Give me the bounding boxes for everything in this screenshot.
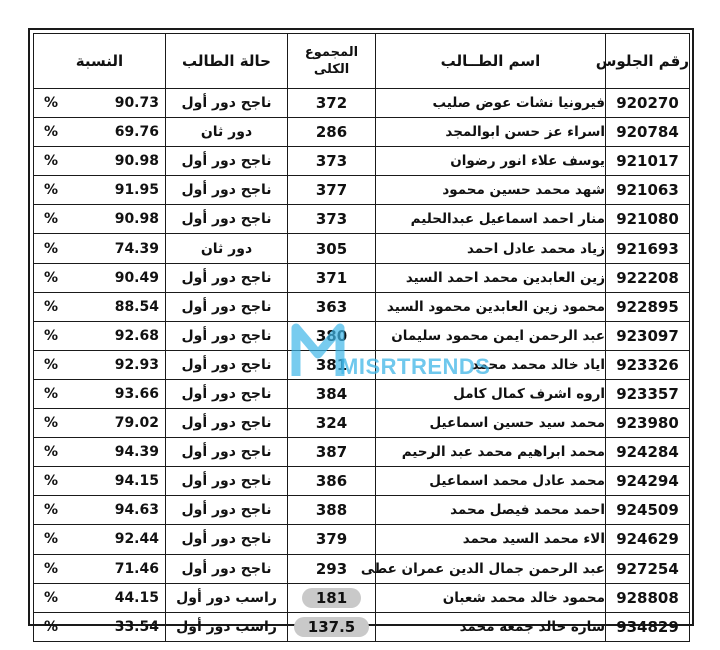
total-score: 387 [315, 443, 348, 462]
table-row [34, 554, 690, 583]
total-score-cell [288, 89, 376, 118]
percent-symbol: % [44, 124, 59, 141]
total-score: 386 [315, 472, 348, 491]
total-score-cell [288, 263, 376, 292]
total-score: 293 [315, 559, 348, 578]
total-score: 388 [315, 501, 348, 520]
header-seat-number: رقم الجلوس [606, 34, 690, 89]
percentage-value: 90.73 [114, 95, 159, 112]
percent-symbol: % [44, 531, 59, 548]
total-score: 384 [315, 384, 348, 403]
student-name: محمود خالد محمد شعبان [376, 583, 606, 612]
total-score-cell [288, 525, 376, 554]
percent-symbol: % [44, 473, 59, 490]
percentage-value: 74.39 [114, 240, 159, 257]
table-row [34, 467, 690, 496]
seat-number: 922895 [606, 292, 690, 321]
table-row [34, 583, 690, 612]
student-name: اسراء عز حسن ابوالمجد [376, 118, 606, 147]
table-row [34, 234, 690, 263]
seat-number: 923357 [606, 379, 690, 408]
total-score-cell [288, 467, 376, 496]
total-score-cell [288, 147, 376, 176]
seat-number: 921080 [606, 205, 690, 234]
student-status: ناجح دور أول [166, 176, 288, 205]
percent-symbol: % [44, 618, 59, 635]
percent-symbol: % [44, 327, 59, 344]
student-name: محمد ابراهيم محمد عبد الرحيم [376, 438, 606, 467]
percentage-cell [34, 292, 166, 321]
seat-number: 923980 [606, 409, 690, 438]
student-status: ناجح دور أول [166, 554, 288, 583]
total-score-cell [288, 438, 376, 467]
percentage-value: 93.66 [114, 385, 159, 402]
percentage-value: 90.49 [114, 269, 159, 286]
student-name: سارة خالد جمعه محمد [376, 612, 606, 641]
percentage-value: 33.54 [114, 618, 159, 635]
seat-number: 924629 [606, 525, 690, 554]
percent-symbol: % [44, 356, 59, 373]
student-status: ناجح دور أول [166, 89, 288, 118]
total-score-cell [288, 496, 376, 525]
percentage-cell [34, 496, 166, 525]
student-name: زين العابدين محمد احمد السيد [376, 263, 606, 292]
percentage-cell [34, 205, 166, 234]
student-status: دور ثان [166, 118, 288, 147]
percentage-cell [34, 147, 166, 176]
table-row [34, 321, 690, 350]
percent-symbol: % [44, 298, 59, 315]
percent-symbol: % [44, 415, 59, 432]
student-status: ناجح دور أول [166, 525, 288, 554]
table-row [34, 263, 690, 292]
percentage-cell [34, 321, 166, 350]
table-row [34, 147, 690, 176]
percent-symbol: % [44, 444, 59, 461]
results-sheet [28, 28, 694, 636]
student-status: دور ثان [166, 234, 288, 263]
percent-symbol: % [44, 589, 59, 606]
total-score-cell [288, 409, 376, 438]
percentage-value: 44.15 [114, 589, 159, 606]
seat-number: 934829 [606, 612, 690, 641]
table-row [34, 118, 690, 147]
percent-symbol: % [44, 211, 59, 228]
seat-number: 924509 [606, 496, 690, 525]
student-status: ناجح دور أول [166, 292, 288, 321]
student-name: اروه اشرف كمال كامل [376, 379, 606, 408]
total-score: 305 [315, 239, 348, 258]
student-name: شهد محمد حسين محمود [376, 176, 606, 205]
header-student-name: اسم الطــالب [376, 34, 606, 89]
header-status: حالة الطالب [166, 34, 288, 89]
table-row [34, 350, 690, 379]
table-row [34, 438, 690, 467]
student-status: ناجح دور أول [166, 263, 288, 292]
percent-symbol: % [44, 182, 59, 199]
total-score: 137.5 [294, 617, 369, 637]
student-name: محمود زين العابدين محمود السيد [376, 292, 606, 321]
percentage-value: 94.15 [114, 473, 159, 490]
student-status: ناجح دور أول [166, 467, 288, 496]
percentage-cell [34, 176, 166, 205]
student-status: ناجح دور أول [166, 496, 288, 525]
student-name: فيرونيا نشات عوض صليب [376, 89, 606, 118]
table-row [34, 612, 690, 641]
percentage-cell [34, 263, 166, 292]
seat-number: 921017 [606, 147, 690, 176]
seat-number: 920270 [606, 89, 690, 118]
seat-number: 924294 [606, 467, 690, 496]
percentage-cell [34, 554, 166, 583]
total-score-cell [288, 205, 376, 234]
total-score: 372 [315, 94, 348, 113]
percentage-cell [34, 467, 166, 496]
total-score: 181 [302, 588, 361, 608]
percentage-cell [34, 234, 166, 263]
student-name: اياد خالد محمد محمد [376, 350, 606, 379]
percentage-value: 90.98 [114, 153, 159, 170]
table-row [34, 379, 690, 408]
table-row [34, 496, 690, 525]
table-row [34, 292, 690, 321]
total-score: 371 [315, 268, 348, 287]
total-score: 379 [315, 530, 348, 549]
student-name: منار احمد اسماعيل عبدالحليم [376, 205, 606, 234]
percentage-cell [34, 89, 166, 118]
percentage-value: 91.95 [114, 182, 159, 199]
seat-number: 921063 [606, 176, 690, 205]
student-name: عبد الرحمن ايمن محمود سليمان [376, 321, 606, 350]
student-status: راسب دور أول [166, 612, 288, 641]
student-name: زياد محمد عادل احمد [376, 234, 606, 263]
student-name: محمد سيد حسين اسماعيل [376, 409, 606, 438]
total-score: 286 [315, 123, 348, 142]
percentage-cell [34, 525, 166, 554]
percentage-cell [34, 379, 166, 408]
percent-symbol: % [44, 502, 59, 519]
table-row [34, 205, 690, 234]
percentage-cell [34, 612, 166, 641]
total-score-cell [288, 612, 376, 641]
total-score: 324 [315, 414, 348, 433]
table-row [34, 176, 690, 205]
total-score: 373 [315, 210, 348, 229]
percentage-value: 92.44 [114, 531, 159, 548]
seat-number: 923326 [606, 350, 690, 379]
watermark-text: MISRTRENDS [340, 354, 491, 379]
table-row [34, 89, 690, 118]
student-name: الاء محمد السيد محمد [376, 525, 606, 554]
percent-symbol: % [44, 560, 59, 577]
header-row [34, 34, 690, 89]
seat-number: 928808 [606, 583, 690, 612]
header-total: المجموع الكلى [288, 34, 376, 89]
header-percentage: النسبة [34, 34, 166, 89]
percentage-value: 92.93 [114, 356, 159, 373]
student-status: راسب دور أول [166, 583, 288, 612]
student-status: ناجح دور أول [166, 438, 288, 467]
percent-symbol: % [44, 269, 59, 286]
student-status: ناجح دور أول [166, 409, 288, 438]
seat-number: 927254 [606, 554, 690, 583]
seat-number: 921693 [606, 234, 690, 263]
percentage-value: 79.02 [114, 415, 159, 432]
student-name: احمد محمد فيصل محمد [376, 496, 606, 525]
total-score: 373 [315, 152, 348, 171]
percentage-value: 94.63 [114, 502, 159, 519]
table-row [34, 525, 690, 554]
percentage-value: 69.76 [114, 124, 159, 141]
student-status: ناجح دور أول [166, 350, 288, 379]
total-score-cell [288, 321, 376, 350]
student-name: عبد الرحمن جمال الدين عمران عطى [376, 554, 606, 583]
percentage-cell [34, 350, 166, 379]
total-score-cell [288, 176, 376, 205]
total-score-cell [288, 379, 376, 408]
percent-symbol: % [44, 95, 59, 112]
student-name: يوسف علاء انور رضوان [376, 147, 606, 176]
student-status: ناجح دور أول [166, 379, 288, 408]
percentage-value: 94.39 [114, 444, 159, 461]
total-score-cell [288, 234, 376, 263]
percentage-cell [34, 409, 166, 438]
total-score-cell [288, 292, 376, 321]
total-score: 380 [315, 326, 348, 345]
percentage-value: 92.68 [114, 327, 159, 344]
percent-symbol: % [44, 385, 59, 402]
seat-number: 922208 [606, 263, 690, 292]
total-score-cell [288, 583, 376, 612]
seat-number: 923097 [606, 321, 690, 350]
total-score: 381 [315, 355, 348, 374]
percentage-cell [34, 118, 166, 147]
total-score: 363 [315, 297, 348, 316]
percentage-cell [34, 438, 166, 467]
percentage-value: 90.98 [114, 211, 159, 228]
seat-number: 924284 [606, 438, 690, 467]
seat-number: 920784 [606, 118, 690, 147]
percentage-value: 71.46 [114, 560, 159, 577]
student-name: محمد عادل محمد اسماعيل [376, 467, 606, 496]
student-status: ناجح دور أول [166, 205, 288, 234]
percent-symbol: % [44, 153, 59, 170]
total-score: 377 [315, 181, 348, 200]
student-status: ناجح دور أول [166, 147, 288, 176]
table-row [34, 409, 690, 438]
results-table [33, 33, 690, 642]
percentage-cell [34, 583, 166, 612]
student-status: ناجح دور أول [166, 321, 288, 350]
percentage-value: 88.54 [114, 298, 159, 315]
percent-symbol: % [44, 240, 59, 257]
total-score-cell [288, 118, 376, 147]
total-score-cell [288, 350, 376, 379]
